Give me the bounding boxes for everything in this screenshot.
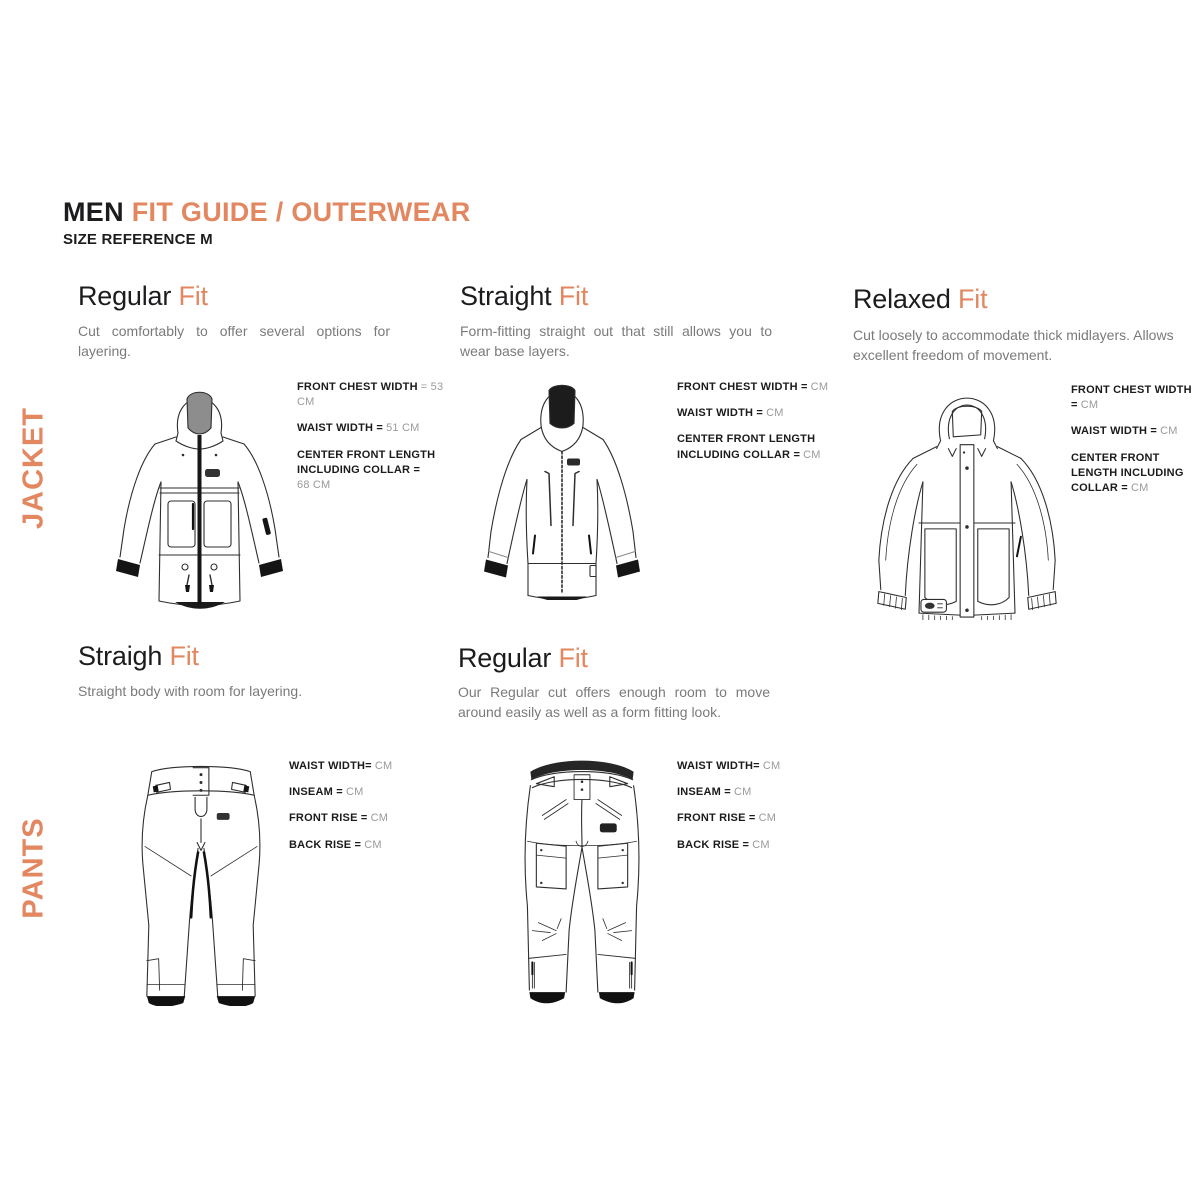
spec-value: CM [1080, 399, 1099, 412]
section-label-jacket: JACKET [17, 406, 50, 530]
pants-regular-description: Our Regular cut offers enough room to move around easily as well as a form fitting look. [458, 684, 770, 720]
spec-row [289, 811, 459, 826]
spec-value: CM [803, 448, 821, 461]
jacket-regular-drawing [97, 371, 302, 609]
spec-row [677, 406, 847, 421]
spec-label: FRONT CHEST WIDTH [297, 381, 418, 393]
pants-regular-title [458, 643, 588, 674]
page-title-rest: FIT GUIDE / OUTERWEAR [131, 197, 471, 227]
pants-straigh-figure [111, 748, 291, 1006]
fit-name: Straigh [78, 641, 163, 671]
spec-row [677, 838, 847, 853]
spec-value: CM [1160, 425, 1178, 438]
spec-value: CM [766, 407, 784, 420]
fit-name: Regular [458, 643, 552, 673]
jacket-relaxed-figure [862, 380, 1072, 620]
fit-word: Fit [178, 281, 208, 311]
pants-straigh-title [78, 641, 199, 672]
fit-word: Fit [558, 281, 589, 311]
fit-name: Regular [78, 281, 172, 311]
jacket-relaxed-title [853, 284, 987, 315]
jacket-relaxed-drawing [862, 380, 1072, 620]
spec-row [677, 380, 847, 395]
spec-value: 68 CM [297, 478, 331, 491]
jacket-regular-description: Cut comfortably to offer several options for layering. [78, 323, 390, 359]
pants-straigh-specs [289, 759, 459, 864]
spec-row [289, 785, 459, 800]
spec-value: CM [762, 760, 781, 772]
spec-value: CM [1130, 481, 1149, 494]
pants-regular-figure [498, 742, 666, 1008]
spec-value: CM [370, 812, 389, 825]
spec-label: CENTER FRONT LENGTH INCLUDING COLLAR = [677, 433, 816, 461]
spec-label: WAIST WIDTH = [297, 422, 384, 435]
jacket-straight-figure [465, 367, 660, 600]
spec-label: FRONT CHEST WIDTH = [677, 381, 808, 393]
spec-value: 51 CM [386, 422, 420, 435]
spec-row [297, 448, 447, 494]
spec-value: CM [374, 760, 393, 772]
fit-name: Relaxed [853, 284, 951, 314]
jacket-straight-title [460, 281, 588, 312]
jacket-straight-drawing [465, 367, 660, 600]
pants-straigh-drawing [111, 748, 291, 1006]
jacket-regular-specs [297, 380, 447, 504]
jacket-straight-description: Form-fitting straight out that still allows you to wear base layers. [460, 323, 772, 359]
spec-value: CM [752, 838, 770, 851]
spec-label: WAIST WIDTH = [677, 407, 764, 420]
spec-value: CM [345, 786, 364, 799]
spec-row [1071, 451, 1193, 497]
spec-label: CENTER FRONT LENGTH INCLUDING COLLAR = [1071, 451, 1184, 494]
spec-label: FRONT RISE = [289, 812, 368, 825]
spec-value: CM [364, 838, 382, 851]
spec-row [1071, 383, 1193, 413]
jacket-regular-title [78, 281, 208, 312]
spec-label: WAIST WIDTH= [289, 760, 372, 772]
spec-label: WAIST WIDTH = [1071, 425, 1158, 438]
spec-row [297, 421, 447, 436]
page-subtitle: SIZE REFERENCE M [63, 231, 213, 248]
spec-row [677, 811, 847, 826]
spec-label: INSEAM = [677, 786, 731, 799]
spec-value: = 53 CM [297, 381, 444, 409]
spec-label: CENTER FRONT LENGTH INCLUDING COLLAR = [297, 448, 436, 476]
pants-regular-specs [677, 759, 847, 864]
spec-row [1071, 424, 1193, 439]
fit-word: Fit [957, 284, 988, 314]
spec-label: FRONT RISE = [677, 812, 756, 825]
jacket-relaxed-specs [1071, 383, 1193, 507]
fit-word: Fit [558, 643, 588, 673]
page-title-men: MEN [63, 197, 124, 227]
jacket-relaxed-description: Cut loosely to accommodate thick midlayers. Allows excellent freedom of movement. [853, 327, 1174, 363]
fit-word: Fit [169, 641, 199, 671]
section-label-pants: PANTS [17, 817, 50, 919]
page-title [63, 197, 471, 228]
fit-name: Straight [460, 281, 552, 311]
spec-label: WAIST WIDTH= [677, 760, 760, 772]
spec-label: BACK RISE = [289, 838, 362, 851]
jacket-regular-figure [97, 371, 302, 609]
pants-regular-drawing [498, 742, 666, 1008]
spec-row [289, 838, 459, 853]
jacket-straight-specs [677, 380, 847, 474]
pants-straigh-description: Straight body with room for layering. [78, 683, 303, 699]
spec-label: BACK RISE = [677, 838, 750, 851]
spec-value: CM [758, 812, 777, 825]
spec-row [297, 380, 447, 410]
spec-row [677, 759, 847, 774]
spec-value: CM [810, 381, 829, 393]
spec-row [677, 785, 847, 800]
spec-row [289, 759, 459, 774]
spec-row [677, 432, 847, 462]
spec-label: INSEAM = [289, 786, 343, 799]
spec-label: FRONT CHEST WIDTH = [1071, 384, 1192, 412]
spec-value: CM [733, 786, 752, 799]
